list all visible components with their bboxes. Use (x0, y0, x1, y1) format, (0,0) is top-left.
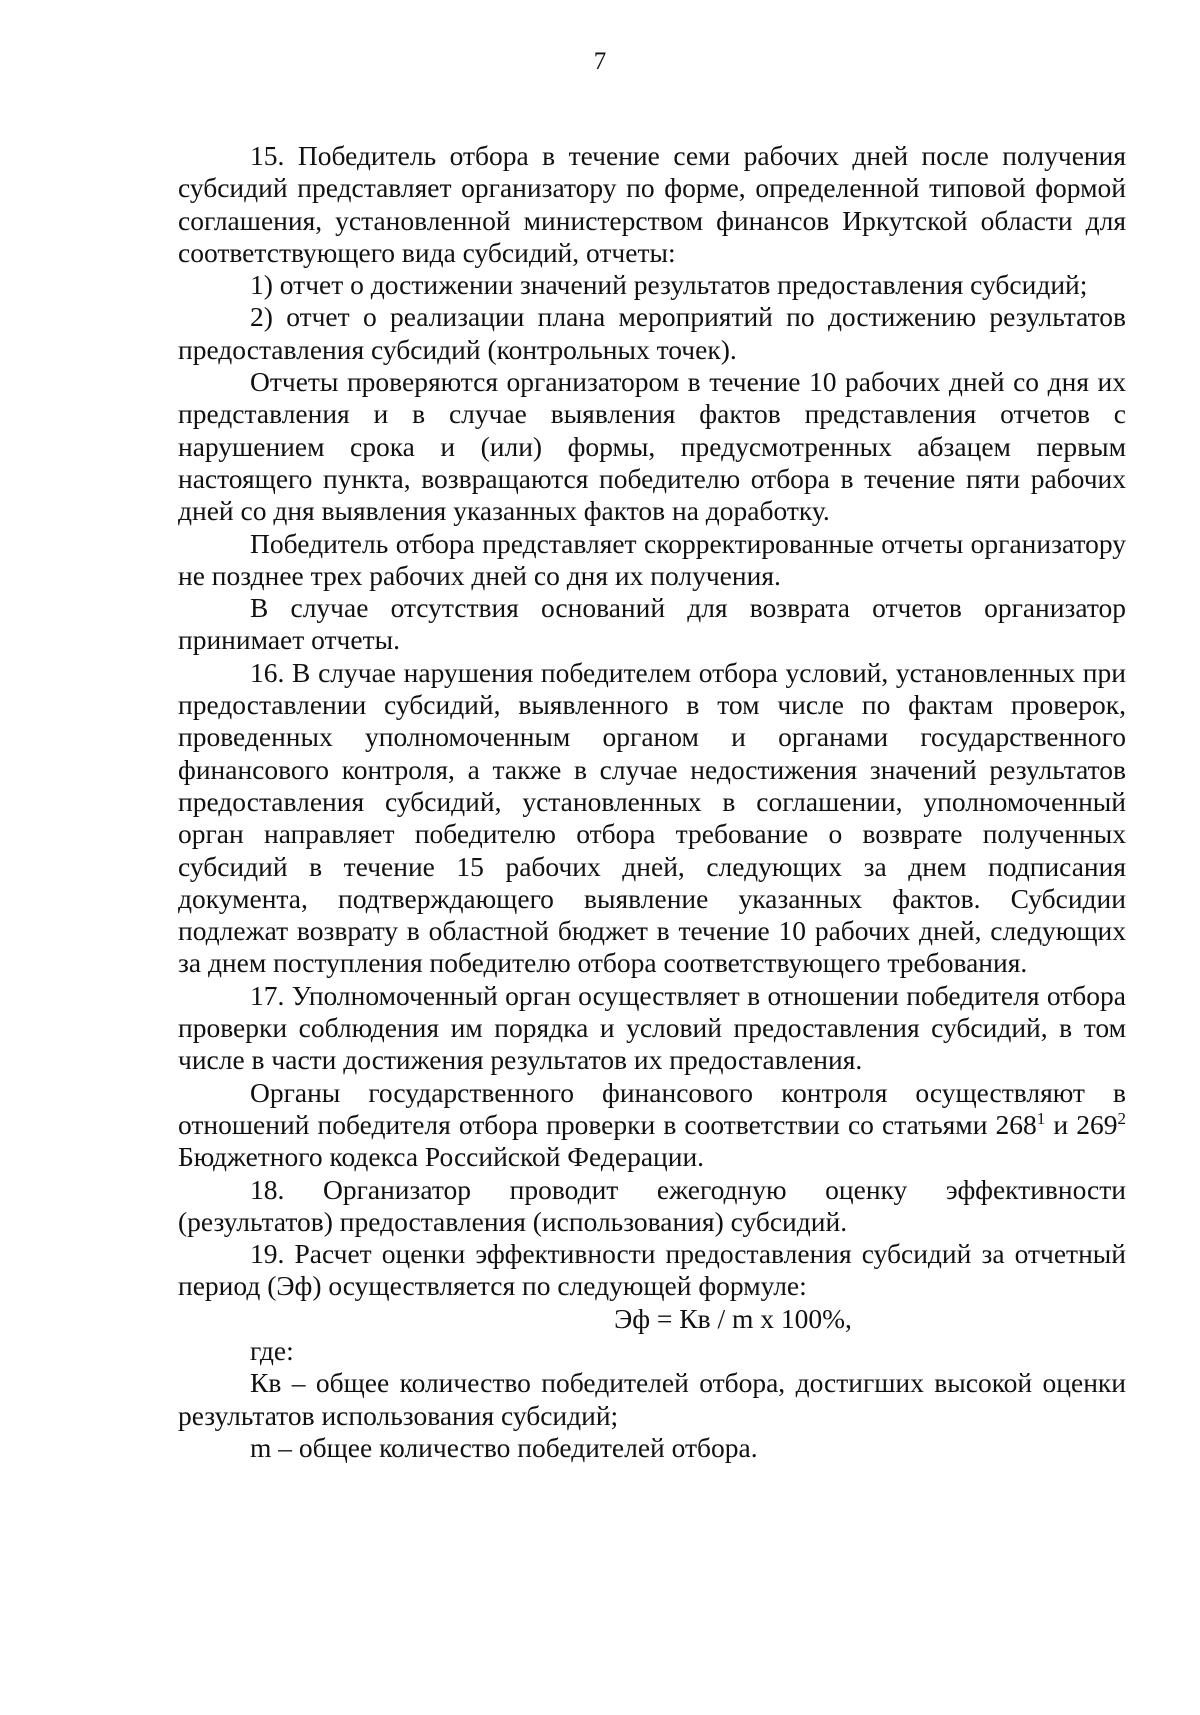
paragraph-15-check: Отчеты проверяются организатором в течение 10 рабочих дней со дня их представления и в случае выявления фактов представления отчетов с нарушением срока и (или) формы, предусмотренных абзацем первым настоящего пункта, возвращаются победителю отбора в течение пяти рабочих дней со дня выявления указанных фактов на доработку. (178, 366, 1126, 527)
definition-kv: Кв – общее количество победителей отбора, достигших высокой оценки результатов использования субсидий; (178, 1367, 1126, 1431)
paragraph-17-control-text-before: Органы государственного финансового контроля осуществляют в отношений победителя отбора проверки в соответствии со статьями 268 (178, 1076, 1126, 1140)
where-label: где: (250, 1334, 294, 1366)
definition-m: m – общее количество победителей отбора. (250, 1431, 758, 1463)
paragraph-15-intro: 15. Победитель отбора в течение семи рабочих дней после получения субсидий представляет организатору по форме, определенной типовой формой соглашения, установленной министерством финансов Иркутской области для соответствующего вида субсидий, отчеты: (178, 140, 1126, 268)
document-body (178, 140, 1126, 1464)
paragraph-18: 18. Организатор проводит ежегодную оценку эффективности (результатов) предоставления (использования) субсидий. (178, 1173, 1126, 1237)
paragraph-15-item-2: 2) отчет о реализации плана мероприятий по достижению результатов предоставления субсидий (контрольных точек). (178, 301, 1126, 365)
paragraph-15-item-1: 1) отчет о достижении значений результатов предоставления субсидий; (250, 269, 1088, 301)
paragraph-19: 19. Расчет оценки эффективности предоставления субсидий за отчетный период (Эф) осуществляется по следующей формуле: (178, 1238, 1126, 1302)
paragraph-16: 16. В случае нарушения победителем отбора условий, установленных при предоставлении субсидий, выявленного в том числе по фактам проверок, проведенных уполномоченным органом и органами государственного финансового контроля, а также в случае недостижения значений результатов предоставления субсидий, установленных в соглашении, уполномоченный орган направляет победителю отбора требование о возврате полученных субсидий в течение 15 рабочих дней, следующих за днем подписания документа, подтверждающего выявление указанных фактов. Субсидии подлежат возврату в областной бюджет в течение 10 рабочих дней, следующих за днем поступления победителю отбора соответствующего требования. (178, 656, 1126, 979)
paragraph-17-control (178, 1077, 1126, 1174)
superscript-1: 1 (1036, 1108, 1046, 1128)
paragraph-17-control-text-mid: и 269 (1045, 1108, 1118, 1140)
superscript-2: 2 (1117, 1108, 1126, 1128)
paragraph-17: 17. Уполномоченный орган осуществляет в отношении победителя отбора проверки соблюдения им порядка и условий предоставления субсидий, в том числе в части достижения результатов их предоставления. (178, 979, 1126, 1076)
paragraph-15-accept: В случае отсутствия оснований для возврата отчетов организатор принимает отчеты. (178, 592, 1126, 656)
paragraph-17-control-text-after: Бюджетного кодекса Российской Федерации. (178, 1141, 705, 1173)
paragraph-15-corrected: Победитель отбора представляет скорректированные отчеты организатору не позднее трех рабочих дней со дня их получения. (178, 527, 1126, 591)
efficiency-formula: Эф = Кв / m x 100%, (614, 1302, 852, 1334)
page-number: 7 (593, 48, 607, 75)
